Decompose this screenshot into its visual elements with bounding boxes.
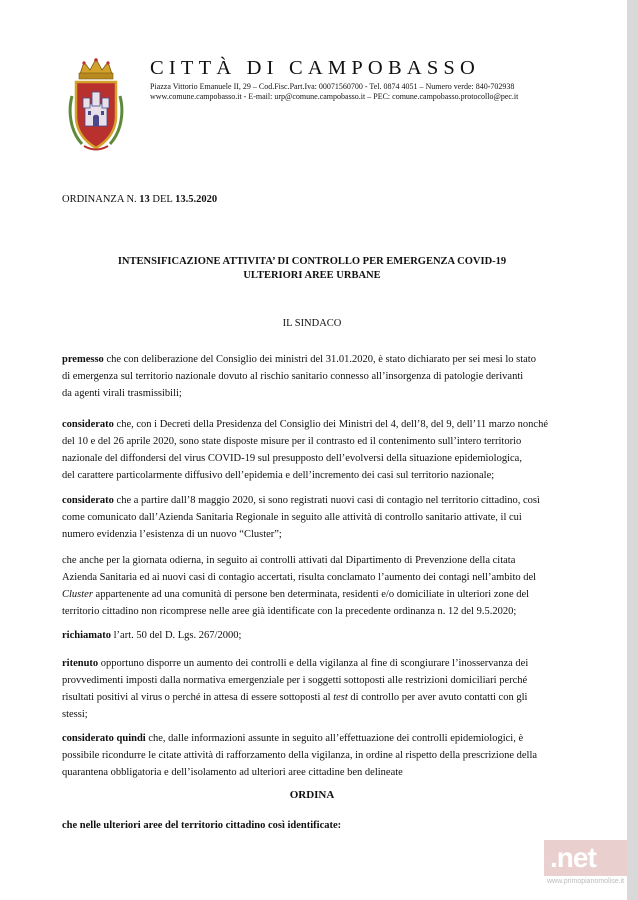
paragraph-text: che, con i Decreti della Presidenza del Consiglio dei Ministri del 4, dell’8, del 9, dell’11 marzo nonché: [113, 419, 548, 430]
ordinance-date-value: 13.5.2020: [175, 194, 218, 205]
paragraph-premesso: [62, 351, 576, 402]
paragraph-text: come comunicato dall’Azienda Sanitaria Regionale in seguito alle attività di controllo sanitario attivate, il cui: [62, 512, 522, 523]
page-edge: [627, 0, 638, 900]
address-line: Piazza Vittorio Emanuele II, 29 – Cod.Fisc.Part.Iva: 00071560700 - Tel. 0874 4051 – Numero verde: 840-702938: [150, 82, 515, 91]
paragraph-text: l’art. 50 del D. Lgs. 267/2000;: [111, 630, 242, 641]
italic-term: Cluster: [62, 589, 93, 600]
paragraph-lead: considerato: [62, 495, 114, 506]
paragraph-text: Azienda Sanitaria ed ai nuovi casi di contagio accertati, risulta conclamato l’aumento dei contagi nell’ambito del: [62, 572, 537, 583]
paragraph-considerato-1: [62, 416, 576, 484]
paragraph-text: di emergenza sul territorio nazionale dovuto al rischio sanitario connesso all’insorgenza di patologie derivanti: [62, 371, 524, 382]
paragraph-text: che, dalle informazioni assunte in seguito all’effettuazione dei controlli epidemiologici, è: [145, 733, 524, 744]
paragraph-considerato-2: [62, 492, 576, 543]
city-name-heading: CITTÀ DI CAMPOBASSO: [150, 57, 481, 79]
paragraph-text: quarantena obbligatoria e dell’isolamento ad ulteriori aree cittadine ben delineate: [62, 767, 403, 778]
ordinance-prefix: ORDINANZA N.: [62, 194, 140, 205]
il-sindaco-heading: IL SINDACO: [282, 318, 342, 329]
paragraph-text: provvedimenti imposti dalla normativa emergenziale per i soggetti sottoposti alle restrizioni domiciliari perché: [62, 675, 528, 686]
paragraph-text: risultati positivi al virus o perché in attesa di essere sottoposti al: [62, 692, 334, 703]
paragraph-ritenuto: [62, 655, 576, 723]
ordinance-number-value: 13: [139, 194, 150, 205]
watermark-text: .net: [550, 842, 596, 873]
paragraph-text: possibile ricondurre le citate attività di rafforzamento della vigilanza, in ordine al rispetto della prescrizione della: [62, 750, 538, 761]
paragraph-text: nazionale del diffondersi del virus COVID-19 sul presupposto dell’evolversi della situazione epidemiologica,: [62, 453, 522, 464]
paragraph-text: del 10 e del 26 aprile 2020, sono state disposte misure per il contrasto ed il contenimento sull’intero territorio: [62, 436, 522, 447]
paragraph-che-anche: [62, 552, 576, 620]
paragraph-text: di controllo per aver avuto contatti con gli: [347, 692, 528, 703]
ordina-heading: ORDINA: [289, 789, 335, 801]
paragraph-lead: ritenuto: [62, 658, 99, 669]
paragraph-text: opportuno disporre un aumento dei controlli e della vigilanza al fine di scongiurare l’inosservanza dei: [98, 658, 529, 669]
paragraph-text: del carattere particolarmente diffusivo dell’epidemia e dell’incremento dei casi sul territorio nazionale;: [62, 470, 495, 481]
paragraph-text: territorio cittadino non ricomprese nelle aree già identificate con la precedente ordinanza n. 12 del 9.5.2020;: [62, 606, 517, 617]
paragraph-text: che anche per la giornata odierna, in seguito ai controlli attivati dal Dipartimento di Prevenzione della citata: [62, 555, 516, 566]
ordinance-date-label: DEL: [149, 194, 176, 205]
paragraph-text: stessi;: [62, 709, 88, 720]
paragraph-text: numero evidenzia l’esistenza di un nuovo “Cluster”;: [62, 529, 282, 540]
paragraph-lead: premesso: [62, 354, 104, 365]
watermark-url: www.primopianomolise.it: [547, 878, 625, 885]
paragraph-richiamato: [62, 627, 576, 644]
watermark-logo: [544, 840, 628, 876]
ordinance-number: [62, 194, 217, 205]
ordinance-title-line2: ULTERIORI AREE URBANE: [243, 270, 381, 281]
paragraph-text: che a partire dall’8 maggio 2020, si sono registrati nuovi casi di contagio nel territorio cittadino, così: [113, 495, 540, 506]
ordinance-title-line1: INTENSIFICAZIONE ATTIVITA’ DI CONTROLLO PER EMERGENZA COVID-19: [117, 256, 507, 267]
paragraph-text: appartenente ad una comunità di persone ben determinata, residenti e/o domiciliate in ulteriori zone del: [92, 589, 530, 600]
contacts-line: www.comune.campobasso.it - E-mail: urp@comune.campobasso.it – PEC: comune.campobasso.protocollo@pec.it: [150, 92, 519, 101]
coat-of-arms-logo: [66, 56, 126, 154]
paragraph-lead: richiamato: [62, 630, 111, 641]
paragraph-lead: considerato quindi: [62, 733, 146, 744]
final-line: che nelle ulteriori aree del territorio cittadino così identificate:: [62, 820, 342, 831]
paragraph-text: da agenti virali trasmissibili;: [62, 388, 182, 399]
paragraph-lead: considerato: [62, 419, 114, 430]
paragraph-text: che con deliberazione del Consiglio dei ministri del 31.01.2020, è stato dichiarato per sei mesi lo stato: [103, 354, 536, 365]
paragraph-considerato-quindi: [62, 730, 576, 781]
italic-term: test: [333, 692, 348, 703]
